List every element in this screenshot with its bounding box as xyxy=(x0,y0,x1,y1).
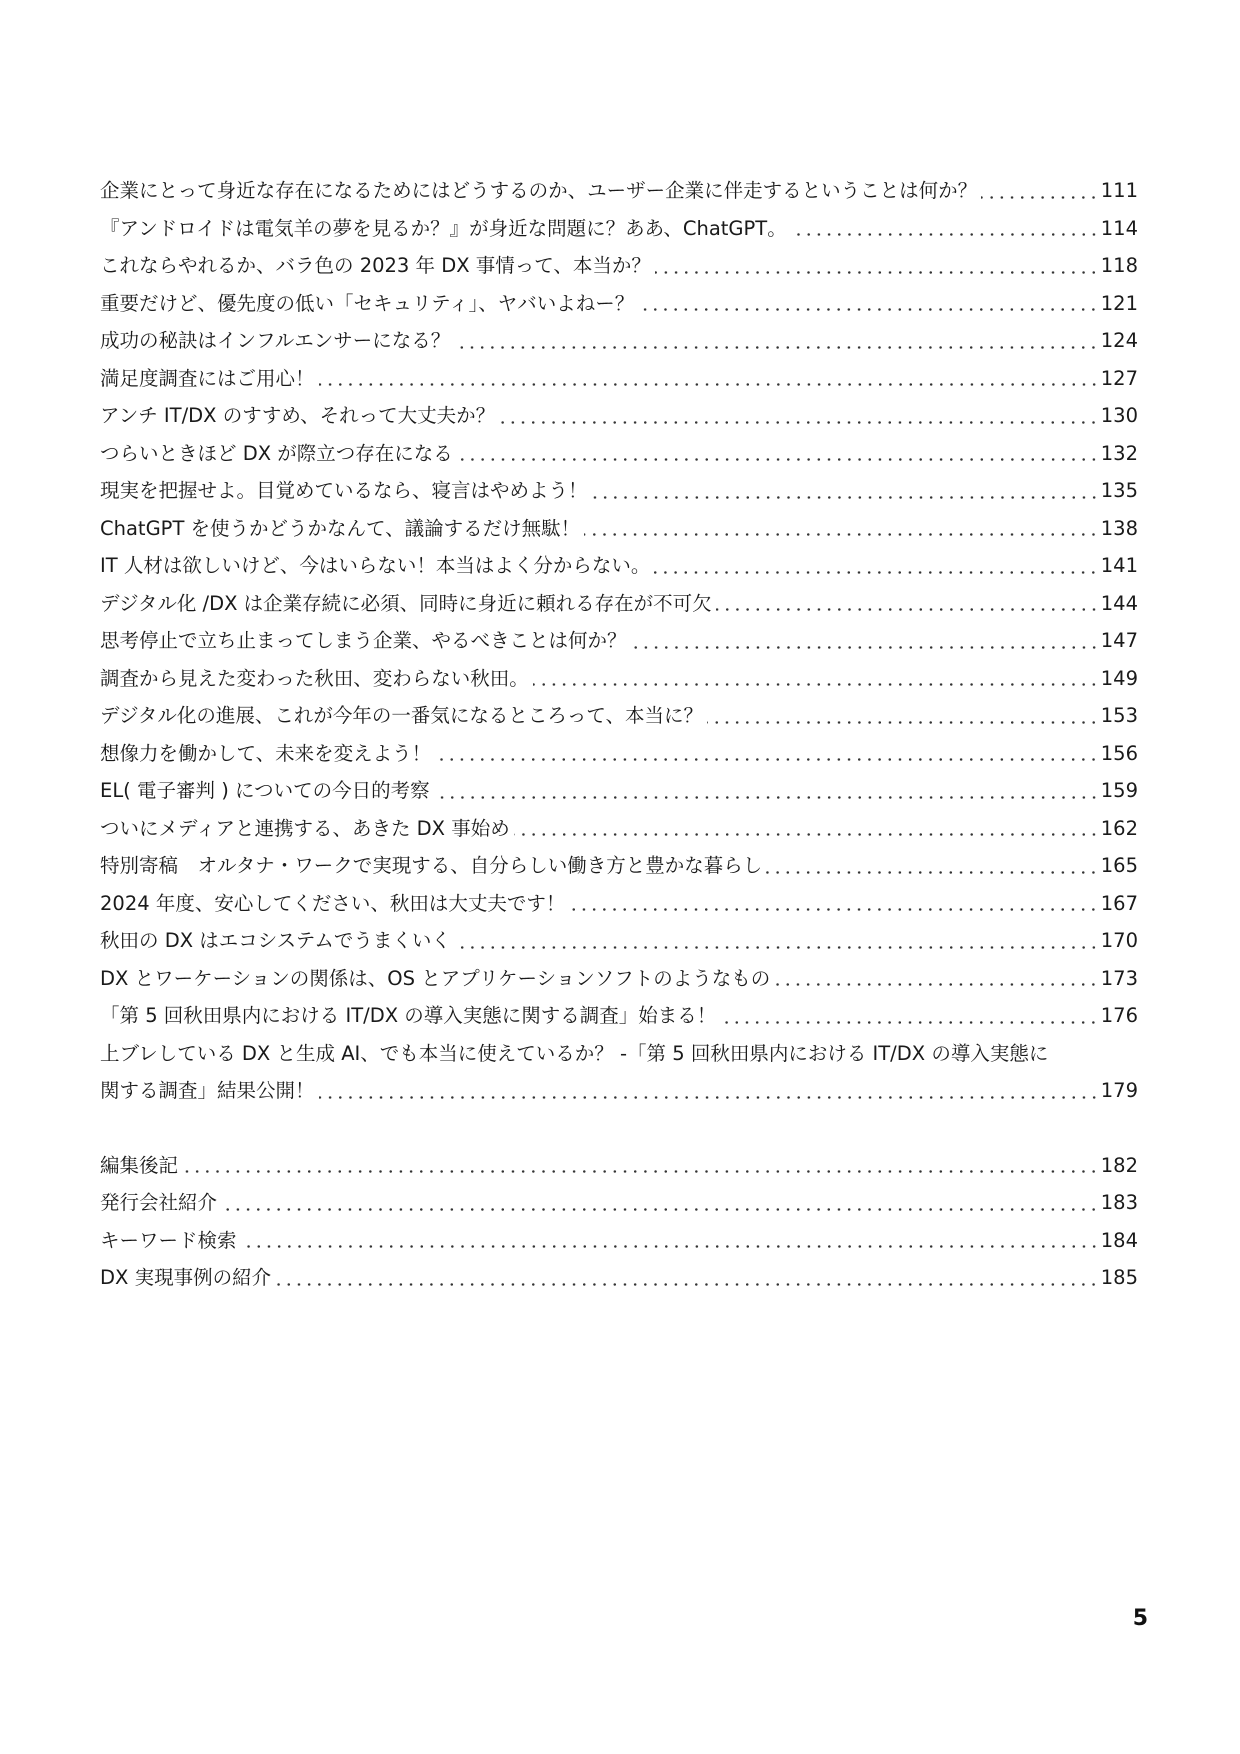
toc-entry-page: 135 xyxy=(1100,479,1138,502)
dot-leader xyxy=(450,322,1101,360)
dot-leader xyxy=(453,435,1101,473)
toc-entry[interactable] xyxy=(100,735,1138,773)
toc-entry-page: 170 xyxy=(1100,929,1138,952)
dot-leader xyxy=(510,810,1101,848)
toc-entry-title: 企業にとって身近な存在になるためにはどうするのか、ユーザー企業に伴走するということは何か？ xyxy=(100,179,978,202)
toc-entry-page: 173 xyxy=(1100,966,1138,990)
toc-entry[interactable] xyxy=(100,922,1138,960)
toc-entry[interactable] xyxy=(100,585,1138,623)
toc-main-group xyxy=(100,172,1138,1110)
toc-entry[interactable] xyxy=(100,997,1138,1035)
page-number: 5 xyxy=(1132,1606,1148,1631)
toc-entry[interactable] xyxy=(100,1035,1138,1110)
table-of-contents xyxy=(100,172,1138,1297)
toc-entry-title: 2024 年度、安心してください、秋田は大丈夫です！ xyxy=(100,891,566,915)
toc-entry-title: 重要だけど、優先度の低い「セキュリティ」、ヤバいよねー？ xyxy=(100,291,635,315)
toc-entry[interactable] xyxy=(100,360,1138,398)
dot-leader xyxy=(495,397,1101,435)
toc-entry-page: 132 xyxy=(1100,441,1138,465)
toc-entry-page: 141 xyxy=(1100,554,1138,577)
toc-entry[interactable] xyxy=(100,622,1138,660)
toc-entry-title: 特別寄稿 オルタナ・ワークで実現する、自分らしい働き方と豊かな暮らし xyxy=(100,854,763,877)
dot-leader xyxy=(431,735,1101,773)
toc-entry[interactable] xyxy=(100,660,1138,698)
toc-entry-title: 調査から見えた変わった秋田、変わらない秋田。 xyxy=(100,666,529,690)
toc-entry-page: 185 xyxy=(1100,1266,1138,1289)
dot-leader xyxy=(770,960,1100,998)
toc-entry-page: 176 xyxy=(1100,1004,1138,1027)
toc-entry-title: 秋田の DX はエコシステムでうまくいく xyxy=(100,929,451,952)
toc-entry-page: 162 xyxy=(1100,816,1138,840)
toc-entry-page: 182 xyxy=(1100,1153,1138,1177)
toc-entry-page: 138 xyxy=(1100,516,1138,540)
toc-entry-title: 『アンドロイドは電気羊の夢を見るか？』が身近な問題に？ああ、ChatGPT。 xyxy=(100,216,787,240)
toc-entry[interactable] xyxy=(100,435,1138,473)
toc-entry-page: 121 xyxy=(1100,291,1138,315)
toc-entry[interactable] xyxy=(100,210,1138,248)
toc-entry[interactable] xyxy=(100,397,1138,435)
dot-leader xyxy=(634,285,1100,323)
toc-entry[interactable] xyxy=(100,172,1138,210)
toc-entry-page: 111 xyxy=(1100,179,1138,202)
toc-entry-title-line2: 関する調査」結果公開！ xyxy=(100,1079,315,1102)
toc-entry[interactable] xyxy=(100,472,1138,510)
dot-leader xyxy=(977,172,1101,210)
toc-entry-page: 159 xyxy=(1100,779,1138,802)
dot-leader xyxy=(271,1259,1101,1297)
dot-leader xyxy=(430,772,1101,810)
toc-entry[interactable] xyxy=(100,1222,1138,1260)
toc-entry-page: 183 xyxy=(1100,1191,1138,1214)
toc-entry-title: キーワード検索 xyxy=(100,1228,237,1252)
toc-entry-title: デジタル化 /DX は企業存続に必須、同時に身近に頼れる存在が不可欠 xyxy=(100,591,712,615)
toc-entry-title: 満足度調査にはご用心！ xyxy=(100,366,315,390)
dot-leader xyxy=(529,660,1101,698)
toc-entry-page: 127 xyxy=(1100,366,1138,390)
toc-entry[interactable] xyxy=(100,1147,1138,1185)
dot-leader xyxy=(762,847,1101,885)
toc-entry[interactable] xyxy=(100,960,1138,998)
toc-entry-title: つらいときほど DX が際立つ存在になる xyxy=(100,441,453,465)
toc-entry-title: 成功の秘訣はインフルエンサーになる？ xyxy=(100,329,451,352)
toc-entry-page: 179 xyxy=(1100,1079,1138,1102)
toc-entry[interactable] xyxy=(100,247,1138,285)
toc-entry[interactable] xyxy=(100,1184,1138,1222)
toc-entry-page: 167 xyxy=(1100,891,1138,915)
toc-entry[interactable] xyxy=(100,772,1138,810)
toc-entry-page: 156 xyxy=(1100,741,1138,765)
dot-leader xyxy=(178,1147,1101,1185)
toc-entry-title: ChatGPT を使うかどうかなんて、議論するだけ無駄！ xyxy=(100,516,581,540)
toc-entry-title: これならやれるか、バラ色の 2023 年 DX 事情って、本当か？ xyxy=(100,254,651,277)
toc-entry[interactable] xyxy=(100,1259,1138,1297)
toc-entry-title: DX とワーケーションの関係は、OS とアプリケーションソフトのようなもの xyxy=(100,966,771,990)
dot-leader xyxy=(588,472,1101,510)
dot-leader xyxy=(565,885,1100,923)
toc-entry-title: アンチ IT/DX のすすめ、それって大丈夫か？ xyxy=(100,404,496,427)
dot-leader xyxy=(315,1072,1101,1110)
toc-entry-title: 発行会社紹介 xyxy=(100,1191,218,1214)
toc-entry-line2 xyxy=(100,1072,1138,1110)
toc-entry-title: 「第 5 回秋田県内における IT/DX の導入実態に関する調査」始まる！ xyxy=(100,1004,717,1027)
toc-entry-page: 147 xyxy=(1100,629,1138,652)
toc-entry-page: 118 xyxy=(1100,254,1138,277)
toc-entry[interactable] xyxy=(100,285,1138,323)
toc-entry-page: 144 xyxy=(1100,591,1138,615)
toc-entry-title: DX 実現事例の紹介 xyxy=(100,1266,272,1289)
dot-leader xyxy=(451,922,1101,960)
toc-entry-page: 114 xyxy=(1100,216,1138,240)
toc-entry-page: 149 xyxy=(1100,666,1138,690)
toc-entry[interactable] xyxy=(100,547,1138,585)
toc-entry-page: 165 xyxy=(1100,854,1138,877)
toc-entry-title: 思考停止で立ち止まってしまう企業、やるべきことは何か？ xyxy=(100,629,627,652)
toc-entry-title: ついにメディアと連携する、あきた DX 事始め xyxy=(100,816,510,840)
toc-entry[interactable] xyxy=(100,810,1138,848)
dot-leader xyxy=(703,697,1101,735)
dot-leader xyxy=(315,360,1101,398)
toc-entry[interactable] xyxy=(100,885,1138,923)
toc-back-matter-group xyxy=(100,1147,1138,1297)
toc-entry-page: 130 xyxy=(1100,404,1138,427)
toc-entry[interactable] xyxy=(100,697,1138,735)
toc-entry-title-line1: 上ブレしている DX と生成 AI、でも本当に使えているか？ -「第 5 回秋田県内における IT/DX の導入実態に xyxy=(100,1041,1049,1065)
dot-leader xyxy=(712,585,1101,623)
toc-entry-title: IT 人材は欲しいけど、今はいらない！本当はよく分からない。 xyxy=(100,554,651,577)
toc-entry-page: 184 xyxy=(1100,1228,1138,1252)
toc-entry-title: 現実を把握せよ。目覚めているなら、寝言はやめよう！ xyxy=(100,479,588,502)
dot-leader xyxy=(651,247,1101,285)
toc-entry-title: EL( 電子審判 ) についての今日的考察 xyxy=(100,779,430,802)
dot-leader xyxy=(650,547,1100,585)
dot-leader xyxy=(627,622,1101,660)
toc-entry[interactable] xyxy=(100,510,1138,548)
dot-leader xyxy=(217,1184,1101,1222)
toc-entry-page: 153 xyxy=(1100,704,1138,727)
dot-leader xyxy=(237,1222,1101,1260)
toc-entry[interactable] xyxy=(100,847,1138,885)
toc-entry-title: デジタル化の進展、これが今年の一番気になるところって、本当に？ xyxy=(100,704,703,727)
toc-entry[interactable] xyxy=(100,322,1138,360)
dot-leader xyxy=(580,510,1101,548)
toc-entry-page: 124 xyxy=(1100,329,1138,352)
dot-leader xyxy=(787,210,1101,248)
toc-entry-title: 編集後記 xyxy=(100,1153,179,1177)
toc-entry-title: 想像力を働かして、未来を変えよう！ xyxy=(100,741,432,765)
dot-leader xyxy=(716,997,1100,1035)
